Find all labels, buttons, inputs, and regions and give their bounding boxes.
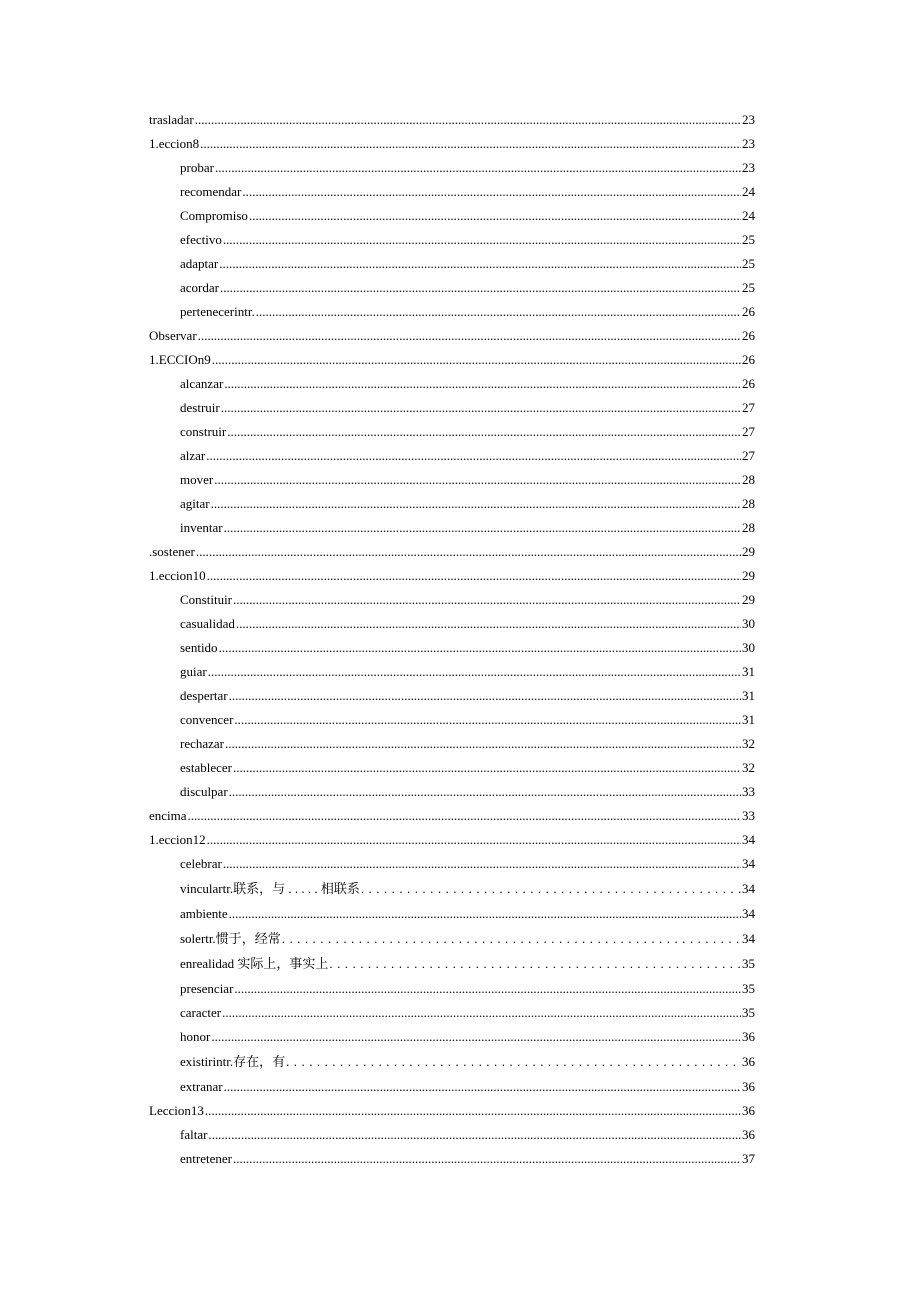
toc-entry[interactable] bbox=[149, 982, 755, 996]
toc-page-number: 36 bbox=[742, 1030, 755, 1044]
toc-page-number: 29 bbox=[742, 569, 755, 583]
toc-dot-leader bbox=[242, 185, 741, 199]
toc-entry-title: Leccion13 bbox=[149, 1104, 204, 1118]
toc-page-number: 23 bbox=[742, 161, 755, 175]
toc-entry-title: inventar bbox=[180, 521, 223, 535]
toc-entry-title: convencer bbox=[180, 713, 234, 727]
toc-entry-title: agitar bbox=[180, 497, 210, 511]
toc-dot-leader bbox=[236, 617, 741, 631]
toc-entry[interactable] bbox=[149, 785, 755, 799]
toc-entry[interactable] bbox=[149, 329, 755, 343]
toc-entry[interactable] bbox=[149, 353, 755, 367]
toc-page-number: 23 bbox=[742, 137, 755, 151]
toc-entry-title: presenciar bbox=[180, 982, 234, 996]
toc-entry-title: celebrar bbox=[180, 857, 222, 871]
toc-entry-title: trasladar bbox=[149, 113, 194, 127]
toc-dot-leader bbox=[223, 857, 741, 871]
toc-page-number: 35 bbox=[742, 982, 755, 996]
toc-entry[interactable] bbox=[149, 689, 755, 703]
toc-dot-leader bbox=[195, 113, 741, 127]
toc-entry-title: mover bbox=[180, 473, 214, 487]
toc-dot-leader bbox=[361, 882, 741, 896]
toc-entry-title: 1.eccion12 bbox=[149, 833, 206, 847]
toc-entry[interactable] bbox=[149, 449, 755, 463]
toc-entry[interactable] bbox=[149, 521, 755, 535]
toc-page-number: 33 bbox=[742, 809, 755, 823]
toc-page-number: 27 bbox=[742, 425, 755, 439]
toc-page-number: 34 bbox=[742, 833, 755, 847]
toc-entry[interactable] bbox=[149, 833, 755, 847]
toc-dot-leader bbox=[196, 545, 741, 559]
toc-dot-leader bbox=[233, 1152, 741, 1166]
toc-entry[interactable] bbox=[149, 907, 755, 921]
toc-page-number: 27 bbox=[742, 449, 755, 463]
toc-entry-title: .sostener bbox=[149, 545, 195, 559]
toc-page-number: 28 bbox=[742, 497, 755, 511]
toc-dot-leader bbox=[219, 641, 741, 655]
toc-entry[interactable] bbox=[149, 113, 755, 127]
toc-entry[interactable] bbox=[149, 305, 755, 319]
toc-dot-leader bbox=[198, 329, 741, 343]
toc-dot-leader bbox=[207, 833, 741, 847]
toc-dot-leader bbox=[219, 257, 741, 271]
toc-entry-title: disculpar bbox=[180, 785, 228, 799]
toc-dot-leader bbox=[233, 761, 741, 775]
toc-entry[interactable] bbox=[149, 737, 755, 751]
toc-page-number: 31 bbox=[742, 665, 755, 679]
toc-entry-title: casualidad bbox=[180, 617, 235, 631]
toc-page-number: 30 bbox=[742, 641, 755, 655]
toc-page-number: 26 bbox=[742, 329, 755, 343]
toc-entry-title: entretener bbox=[180, 1152, 232, 1166]
toc-page-number: 36 bbox=[742, 1128, 755, 1142]
toc-entry-title: enrealidad 实际上，事实上 bbox=[180, 957, 329, 971]
toc-entry[interactable] bbox=[149, 425, 755, 439]
toc-entry[interactable] bbox=[149, 233, 755, 247]
toc-entry[interactable] bbox=[149, 1152, 755, 1166]
toc-entry-title: destruir bbox=[180, 401, 220, 415]
toc-entry-title: existirintr.存在，有 bbox=[180, 1055, 286, 1069]
toc-entry-title: ambiente bbox=[180, 907, 228, 921]
toc-entry-title: 1.eccion10 bbox=[149, 569, 206, 583]
toc-entry-title: guiar bbox=[180, 665, 207, 679]
toc-dot-leader bbox=[206, 449, 741, 463]
toc-entry[interactable] bbox=[149, 545, 755, 559]
toc-dot-leader bbox=[208, 1128, 741, 1142]
toc-dot-leader bbox=[200, 137, 741, 151]
toc-dot-leader bbox=[208, 665, 741, 679]
toc-page-number: 34 bbox=[742, 882, 755, 896]
toc-entry[interactable] bbox=[149, 665, 755, 679]
toc-dot-leader bbox=[224, 377, 741, 391]
toc-page-number: 31 bbox=[742, 713, 755, 727]
toc-entry[interactable] bbox=[149, 569, 755, 583]
toc-page-number: 23 bbox=[742, 113, 755, 127]
toc-page-number: 30 bbox=[742, 617, 755, 631]
toc-entry-title: rechazar bbox=[180, 737, 225, 751]
toc-entry[interactable] bbox=[149, 209, 755, 223]
toc-entry[interactable] bbox=[149, 1104, 755, 1118]
toc-page-number: 34 bbox=[742, 857, 755, 871]
toc-page-number: 28 bbox=[742, 473, 755, 487]
toc-entry[interactable] bbox=[149, 1080, 755, 1094]
toc-dot-leader bbox=[214, 473, 741, 487]
toc-entry[interactable] bbox=[149, 593, 755, 607]
toc-page-number: 33 bbox=[742, 785, 755, 799]
toc-dot-leader bbox=[212, 353, 741, 367]
toc-page-number: 29 bbox=[742, 593, 755, 607]
toc-dot-leader bbox=[224, 521, 741, 535]
toc-entry[interactable] bbox=[149, 377, 755, 391]
toc-dot-leader bbox=[227, 425, 741, 439]
toc-page-number: 26 bbox=[742, 377, 755, 391]
toc-entry[interactable] bbox=[149, 161, 755, 175]
toc-entry-title: solertr.惯于，经常 bbox=[180, 932, 281, 946]
toc-entry-title: encima bbox=[149, 809, 187, 823]
toc-dot-leader bbox=[233, 593, 741, 607]
toc-dot-leader bbox=[222, 1006, 741, 1020]
toc-entry-title: extranar bbox=[180, 1080, 223, 1094]
toc-entry[interactable] bbox=[149, 1055, 755, 1069]
toc-page-number: 34 bbox=[742, 932, 755, 946]
toc-dot-leader bbox=[256, 305, 741, 319]
toc-page-number: 32 bbox=[742, 761, 755, 775]
toc-page-number: 36 bbox=[742, 1080, 755, 1094]
toc-entry[interactable] bbox=[149, 617, 755, 631]
toc-entry[interactable] bbox=[149, 713, 755, 727]
toc-dot-leader bbox=[286, 1055, 741, 1069]
toc-page-number: 27 bbox=[742, 401, 755, 415]
toc-dot-leader bbox=[211, 1030, 741, 1044]
toc-entry[interactable] bbox=[149, 761, 755, 775]
toc-entry-title: honor bbox=[180, 1030, 211, 1044]
toc-page-number: 24 bbox=[742, 185, 755, 199]
toc-entry-title: pertenecerintr. bbox=[180, 305, 255, 319]
toc-page-number: 34 bbox=[742, 907, 755, 921]
toc-dot-leader bbox=[234, 982, 741, 996]
toc-dot-leader bbox=[223, 233, 741, 247]
toc-dot-leader bbox=[224, 1080, 741, 1094]
toc-entry-title: vinculartr.联系，与 . . . . . 相联系 bbox=[180, 882, 360, 896]
toc-entry-title: Compromiso bbox=[180, 209, 248, 223]
toc-entry-title: alzar bbox=[180, 449, 206, 463]
toc-dot-leader bbox=[207, 569, 741, 583]
toc-dot-leader bbox=[220, 281, 741, 295]
toc-entry-title: recomendar bbox=[180, 185, 242, 199]
toc-page-number: 35 bbox=[742, 957, 755, 971]
toc-dot-leader bbox=[205, 1104, 741, 1118]
toc-page-number: 37 bbox=[742, 1152, 755, 1166]
toc-entry-title: Observar bbox=[149, 329, 197, 343]
toc-entry[interactable] bbox=[149, 185, 755, 199]
toc-entry-title: construir bbox=[180, 425, 227, 439]
toc-entry-title: sentido bbox=[180, 641, 218, 655]
toc-entry-title: 1.eccion8 bbox=[149, 137, 200, 151]
toc-page-number: 32 bbox=[742, 737, 755, 751]
toc-dot-leader bbox=[329, 957, 741, 971]
toc-page-number: 26 bbox=[742, 353, 755, 367]
toc-entry[interactable] bbox=[149, 857, 755, 871]
toc-entry-title: alcanzar bbox=[180, 377, 224, 391]
toc-page-number: 29 bbox=[742, 545, 755, 559]
toc-entry-title: adaptar bbox=[180, 257, 219, 271]
toc-entry-title: faltar bbox=[180, 1128, 208, 1142]
toc-page-number: 28 bbox=[742, 521, 755, 535]
toc-entry[interactable] bbox=[149, 473, 755, 487]
toc-entry[interactable] bbox=[149, 882, 755, 896]
toc-dot-leader bbox=[211, 497, 741, 511]
toc-dot-leader bbox=[229, 785, 741, 799]
toc-page-number: 25 bbox=[742, 281, 755, 295]
toc-entry[interactable] bbox=[149, 257, 755, 271]
toc-entry-title: establecer bbox=[180, 761, 232, 775]
toc-page-number: 25 bbox=[742, 233, 755, 247]
toc-dot-leader bbox=[249, 209, 741, 223]
toc-entry-title: 1.ECCIOn9 bbox=[149, 353, 211, 367]
toc-page-number: 24 bbox=[742, 209, 755, 223]
toc-entry[interactable] bbox=[149, 1030, 755, 1044]
toc-entry[interactable] bbox=[149, 932, 755, 946]
toc-page-number: 25 bbox=[742, 257, 755, 271]
toc-entry-title: probar bbox=[180, 161, 214, 175]
toc-entry-title: despertar bbox=[180, 689, 228, 703]
toc-dot-leader bbox=[229, 689, 741, 703]
toc-entry-title: Constituir bbox=[180, 593, 233, 607]
toc-entry[interactable] bbox=[149, 497, 755, 511]
toc-page-number: 35 bbox=[742, 1006, 755, 1020]
toc-dot-leader bbox=[188, 809, 741, 823]
toc-dot-leader bbox=[221, 401, 741, 415]
toc-entry[interactable] bbox=[149, 641, 755, 655]
toc-entry-title: caracter bbox=[180, 1006, 222, 1020]
toc-entry-title: efectivo bbox=[180, 233, 222, 247]
toc-dot-leader bbox=[229, 907, 741, 921]
toc-dot-leader bbox=[225, 737, 741, 751]
toc-entry[interactable] bbox=[149, 809, 755, 823]
toc-entry[interactable] bbox=[149, 957, 755, 971]
toc-entry-title: acordar bbox=[180, 281, 219, 295]
toc-dot-leader bbox=[234, 713, 741, 727]
toc-entry[interactable] bbox=[149, 1128, 755, 1142]
toc-page-number: 26 bbox=[742, 305, 755, 319]
toc-dot-leader bbox=[215, 161, 741, 175]
toc-entry[interactable] bbox=[149, 401, 755, 415]
toc-page-number: 36 bbox=[742, 1104, 755, 1118]
toc-entry[interactable] bbox=[149, 1006, 755, 1020]
toc-dot-leader bbox=[282, 932, 741, 946]
toc-entry[interactable] bbox=[149, 137, 755, 151]
toc-page-number: 36 bbox=[742, 1055, 755, 1069]
toc-entry[interactable] bbox=[149, 281, 755, 295]
toc-page-number: 31 bbox=[742, 689, 755, 703]
